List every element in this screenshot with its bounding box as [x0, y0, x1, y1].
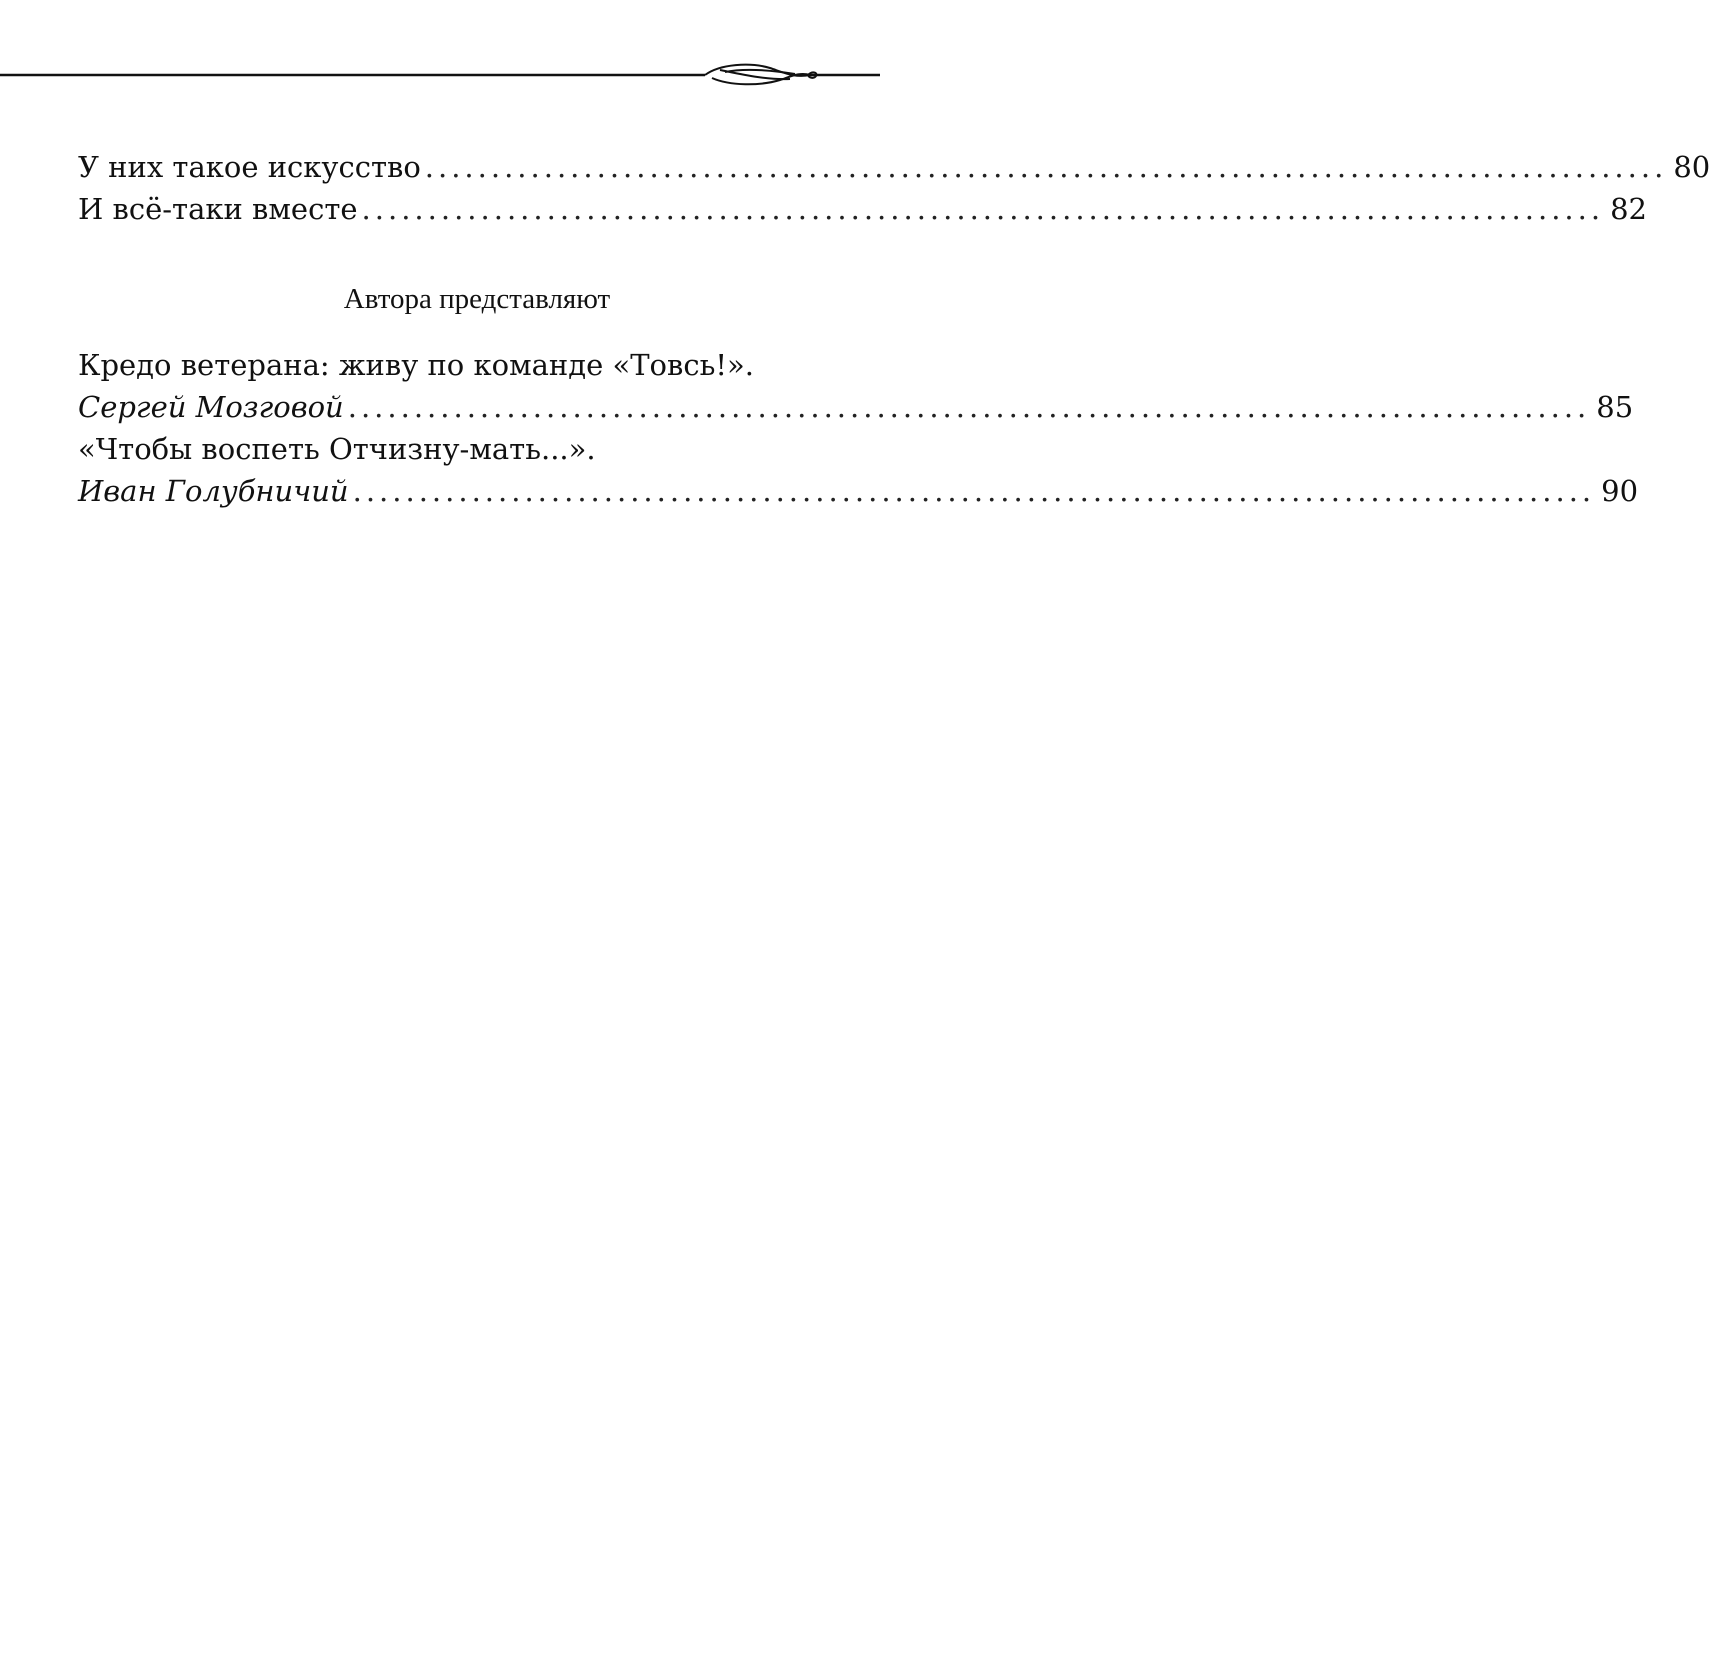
flourish-ornament	[705, 65, 816, 85]
toc-leader-dots: ..............................................................................................	[352, 474, 1596, 508]
toc-entry-title: И всё-таки вместе	[78, 192, 358, 226]
toc-entry	[78, 470, 1639, 512]
toc-entry-author: Сергей Мозговой	[78, 390, 344, 424]
header-ornament-rule	[0, 60, 880, 100]
toc-entry-page: 85	[1596, 390, 1634, 424]
toc-entry	[78, 386, 1634, 428]
table-of-contents	[78, 146, 1710, 512]
toc-entry-title: У них такое искусство	[78, 150, 421, 184]
toc-entry-page: 90	[1601, 474, 1639, 508]
toc-entry-title: «Чтобы воспеть Отчизну-мать...».	[78, 432, 596, 466]
toc-entry	[78, 188, 1647, 230]
toc-top-entries	[78, 146, 1710, 230]
section-heading: Автора представляют	[343, 283, 611, 315]
toc-section-entries	[78, 344, 1639, 512]
toc-entry	[78, 146, 1710, 188]
toc-leader-dots: ..............................................................................................	[347, 390, 1591, 424]
toc-entry-author: Иван Голубничий	[78, 474, 349, 508]
toc-leader-dots: ..............................................................................................	[361, 192, 1605, 226]
toc-entry-page: 80	[1673, 150, 1710, 184]
toc-entry-page: 82	[1610, 192, 1647, 226]
toc-entry-title: Кредо ветерана: живу по команде «Товсь!».	[78, 348, 754, 382]
toc-leader-dots: ..............................................................................................	[424, 150, 1668, 184]
